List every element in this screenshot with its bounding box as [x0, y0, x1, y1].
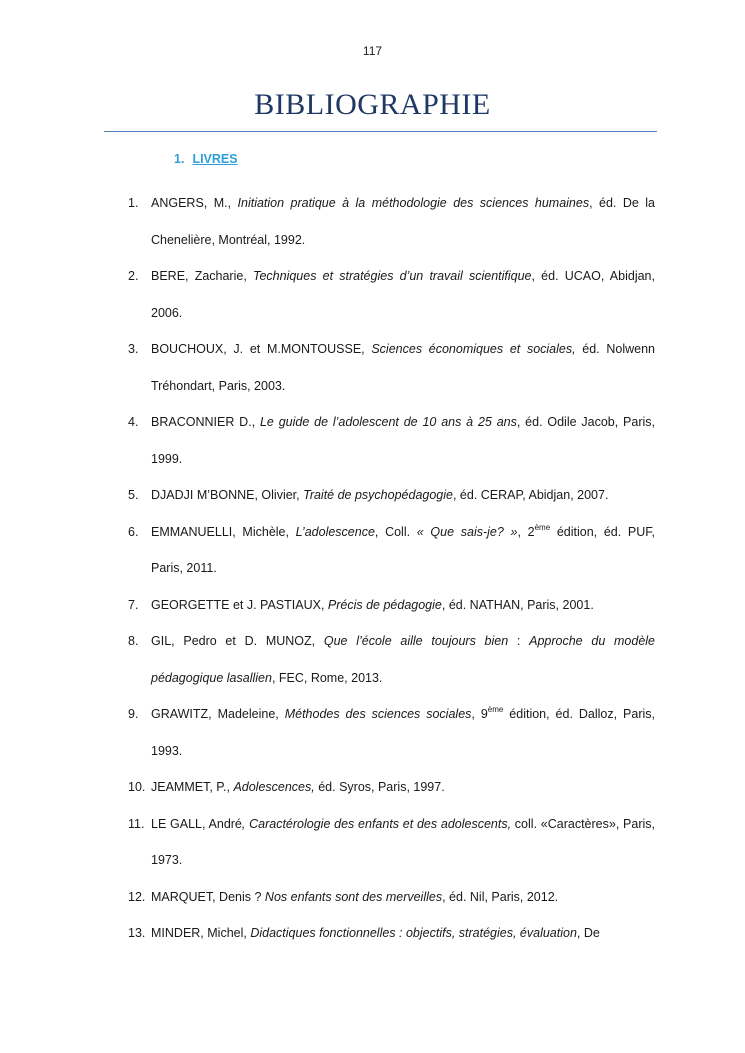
- ordinal-superscript: ème: [534, 522, 551, 532]
- reference-number: 3.: [128, 342, 139, 356]
- reference-title: Didactiques fonctionnelles : objectifs, stratégies, évaluation: [250, 926, 577, 940]
- reference-details: , Coll.: [374, 524, 417, 539]
- section-heading: [174, 152, 238, 166]
- reference-author: MARQUET, Denis ?: [151, 889, 265, 904]
- reference-author: GRAWITZ, Madeleine,: [151, 707, 285, 721]
- reference-collection: « Que sais-je? »: [416, 524, 518, 539]
- reference-edition: , 2: [517, 524, 535, 539]
- reference-author: LE GALL, André: [151, 816, 242, 831]
- reference-title: Le guide de l’adolescent de 10 ans à 25 ans: [259, 415, 517, 429]
- reference-publisher: édition, éd. Dalloz, Paris, 1993.: [151, 707, 655, 758]
- reference-number: 2.: [128, 269, 139, 283]
- reference-number: 11.: [128, 816, 145, 831]
- reference-item: [128, 696, 655, 769]
- reference-details: , éd. CERAP, Abidjan, 2007.: [452, 488, 609, 502]
- reference-item: [128, 185, 655, 258]
- reference-author: GEORGETTE et J. PASTIAUX,: [151, 597, 328, 612]
- reference-item: [128, 587, 655, 624]
- reference-title: Traité de psychopédagogie: [303, 488, 453, 502]
- reference-title: Que l’école aille toujours bien: [323, 634, 509, 648]
- reference-item: [128, 514, 655, 587]
- reference-details: , éd. Nil, Paris, 2012.: [442, 889, 559, 904]
- reference-author: JEAMMET, P.,: [151, 780, 234, 794]
- reference-number: 10.: [128, 780, 146, 794]
- reference-author: DJADJI M’BONNE, Olivier,: [151, 488, 304, 502]
- reference-title: L’adolescence: [295, 524, 375, 539]
- reference-item: [128, 404, 655, 477]
- page-title: BIBLIOGRAPHIE: [254, 88, 491, 121]
- reference-author: GIL, Pedro et D. MUNOZ,: [151, 634, 324, 648]
- reference-details: , FEC, Rome, 2013.: [271, 670, 383, 685]
- reference-item: [128, 258, 655, 331]
- section-number: 1.: [174, 152, 185, 166]
- reference-author: BRACONNIER D.,: [151, 415, 260, 429]
- reference-title: , Caractérologie des enfants et des adolescents,: [241, 816, 512, 831]
- reference-edition: , 9: [471, 707, 488, 721]
- reference-item: [128, 915, 655, 952]
- reference-number: 5.: [128, 488, 139, 502]
- reference-item: [128, 623, 655, 696]
- reference-separator: :: [508, 634, 530, 648]
- reference-details: , éd. NATHAN, Paris, 2001.: [441, 597, 594, 612]
- reference-title: Méthodes des sciences sociales: [284, 707, 472, 721]
- reference-details: , éd. UCAO, Abidjan, 2006.: [151, 269, 655, 320]
- reference-title: Précis de pédagogie: [327, 597, 442, 612]
- reference-number: 12.: [128, 889, 146, 904]
- reference-number: 6.: [128, 524, 139, 539]
- reference-title: Adolescences,: [233, 780, 315, 794]
- reference-details: , éd. De la Chenelière, Montréal, 1992.: [151, 196, 655, 247]
- reference-number: 1.: [128, 196, 139, 210]
- section-label: LIVRES: [192, 152, 238, 166]
- reference-number: 4.: [128, 415, 139, 429]
- reference-author: ANGERS, M.,: [151, 196, 238, 210]
- reference-author: EMMANUELLI, Michèle,: [151, 524, 296, 539]
- reference-number: 8.: [128, 634, 139, 648]
- reference-details: éd. Nolwenn Tréhondart, Paris, 2003.: [151, 342, 655, 393]
- title-rule: [104, 131, 657, 132]
- reference-author: BOUCHOUX, J. et M.MONTOUSSE,: [151, 342, 372, 356]
- reference-item: [128, 769, 655, 806]
- reference-number: 7.: [128, 597, 139, 612]
- ordinal-superscript: ème: [487, 705, 504, 714]
- reference-details: , éd. Odile Jacob, Paris, 1999.: [151, 415, 655, 466]
- reference-item: [128, 879, 655, 916]
- reference-item: [128, 331, 655, 404]
- reference-publisher: édition, éd. PUF, Paris, 2011.: [151, 524, 655, 575]
- reference-title: Nos enfants sont des merveilles: [264, 889, 443, 904]
- reference-title: Techniques et stratégies d’un travail scientifique: [252, 269, 532, 283]
- reference-subtitle: Approche du modèle pédagogique lasallien: [151, 634, 655, 685]
- reference-item: [128, 477, 655, 514]
- reference-number: 9.: [128, 707, 139, 721]
- reference-author: MINDER, Michel,: [151, 926, 251, 940]
- page-number: 117: [362, 44, 383, 58]
- reference-author: BERE, Zacharie,: [151, 269, 253, 283]
- reference-item: [128, 806, 655, 879]
- reference-number: 13.: [128, 926, 146, 940]
- reference-title: Sciences économiques et sociales,: [371, 342, 576, 356]
- reference-title: Initiation pratique à la méthodologie des sciences humaines: [237, 196, 590, 210]
- reference-details: éd. Syros, Paris, 1997.: [314, 780, 445, 794]
- reference-details: coll. «Caractères», Paris, 1973.: [151, 816, 655, 867]
- reference-details: , De: [576, 926, 600, 940]
- reference-list: [128, 185, 655, 952]
